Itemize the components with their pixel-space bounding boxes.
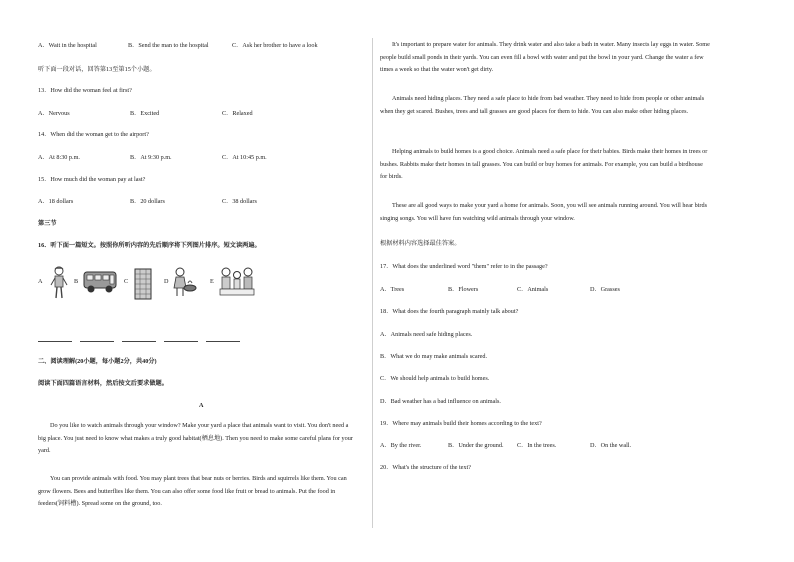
question-19: 19．Where may animals build their homes according to the text? <box>380 420 542 427</box>
passage-a-heading: A <box>199 402 204 409</box>
q15-option-a: A．18 dollars <box>38 198 74 205</box>
family-picture <box>218 266 256 298</box>
passage-paragraph-4: Animals need hiding places. They need a safe place to hide from bad weather. They need to hide from people or other animals when they get scared. Bushes, trees and tall grasses are good places for them to hide. You can also make other hiding places. <box>380 95 705 115</box>
passage-paragraph-3: It's important to prepare water for animals. They drink water and also take a bath in water. Many insects lay eggs in water. Some people build small ponds in their yards. You can even fill a bowl with water and put the bowl in your yard. Change the water a few times a week so that the water won't get dirty. <box>380 41 710 73</box>
picture-label-d: D <box>164 278 169 285</box>
q14-option-a: A．At 8:30 p.m. <box>38 154 80 161</box>
question-18: 18．What does the fourth paragraph mainly talk about? <box>380 308 519 315</box>
q18-option-a: A．Animals need safe hiding places. <box>380 331 473 338</box>
q17-option-d: D．Grasses <box>590 286 620 293</box>
q17-option-c: C．Animals <box>517 286 549 293</box>
boy-standing-picture <box>48 266 70 300</box>
answer-blank-2[interactable] <box>80 341 114 342</box>
q18-option-c: C．We should help animals to build homes. <box>380 375 490 382</box>
picture-label-b: B <box>74 278 79 285</box>
q17-option-b: B．Flowers <box>448 286 479 293</box>
question-13: 13．How did the woman feel at first? <box>38 87 132 94</box>
q18-option-b: B．What we do may make animals scared. <box>380 353 488 360</box>
listen-13-15-instruction: 听下面一段对话，回答第13至第15个小题。 <box>38 66 156 73</box>
passage-paragraph-6: These are all good ways to make your yard a home for animals. Soon, you will see animals running around. You will hear birds singing songs. You will have fun watching wild animals through your window. <box>380 202 707 222</box>
answer-blank-3[interactable] <box>122 341 156 342</box>
q13-option-b: B．Excited <box>130 110 160 117</box>
picture-label-c: C <box>124 278 129 285</box>
answer-blank-4[interactable] <box>164 341 198 342</box>
question-15: 15．How much did the woman pay at last? <box>38 176 146 183</box>
q14-option-b: B．At 9:30 p.m. <box>130 154 172 161</box>
q15-option-c: C．38 dollars <box>222 198 257 205</box>
section-3-heading: 第三节 <box>38 220 57 227</box>
bus-picture <box>82 266 118 296</box>
picture-label-e: E <box>210 278 214 285</box>
answer-blank-5[interactable] <box>206 341 240 342</box>
passage-paragraph-1: Do you like to watch animals through your window? Make your yard a place that animals want to visit. You don't need a big place. You just need to know what makes a truly good habitat(栖息地). Then you need to make some careful plans for your yard. <box>38 422 353 454</box>
question-16: 16．听下面一篇短文。按照你所听内容的先后顺序将下列图片排序。短文读两遍。 <box>38 242 261 249</box>
q15-option-b: B．20 dollars <box>130 198 165 205</box>
question-20: 20．What's the structure of the text? <box>380 464 471 471</box>
q19-option-a: A．By the river. <box>380 442 422 449</box>
passage-paragraph-5: Helping animals to build homes is a good choice. Animals need a safe place for their babies. Birds make their homes in trees or bushes. Rabbits make their homes in tall grasses. You can build or buy homes for animals. For example, you can build a birdhouse for birds. <box>380 148 708 180</box>
q13-option-c: C．Relaxed <box>222 110 253 117</box>
part-2-title: 二、阅读理解(20小题，每小题2分，共40分) <box>38 358 157 365</box>
picture-label-a: A <box>38 278 43 285</box>
passage-paragraph-2: You can provide animals with food. You may plant trees that bear nuts or berries. Birds and squirrels like them. You can grow flowers. Bees and butterflies like them. You can also offer some food like fruit or bread to animals. Put the food in feeders(饲料槽). Spread some on the ground, too. <box>38 475 347 507</box>
q13-option-a: A．Nervous <box>38 110 70 117</box>
answer-blank-1[interactable] <box>38 341 72 342</box>
choose-answer-instruction: 根据材料内容选择最佳答案。 <box>380 240 461 247</box>
q19-option-b: B．Under the ground. <box>448 442 504 449</box>
q17-option-a: A．Trees <box>380 286 405 293</box>
q12-option-c: C．Ask her brother to have a look <box>232 42 318 49</box>
part-2-instruction: 阅读下面四篇语言材料，然后按文后要求做题。 <box>38 380 168 387</box>
question-14: 14．When did the woman get to the airport? <box>38 131 149 138</box>
column-divider <box>372 38 373 528</box>
q14-option-c: C．At 10:45 p.m. <box>222 154 267 161</box>
cooking-picture <box>172 266 198 298</box>
tall-building-picture <box>132 266 154 300</box>
q12-option-a: A．Wait in the hospital <box>38 42 97 49</box>
q19-option-c: C．In the trees. <box>517 442 557 449</box>
q18-option-d: D．Bad weather has a bad influence on animals. <box>380 398 501 405</box>
q12-option-b: B．Send the man to the hospital <box>128 42 209 49</box>
question-17: 17．What does the underlined word "them" refer to in the passage? <box>380 263 548 270</box>
q19-option-d: D．On the wall. <box>590 442 632 449</box>
